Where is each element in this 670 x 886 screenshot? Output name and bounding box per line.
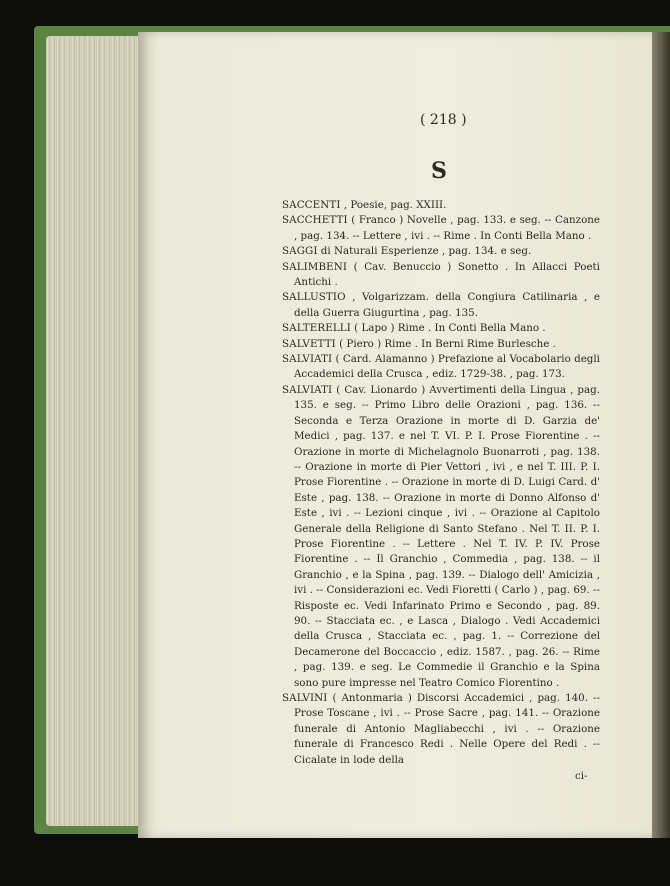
index-entry	[282, 691, 600, 768]
section-letter: S	[431, 158, 447, 184]
entry-text: ( Cav. Benuccio ) Sonetto . In Allacci Poeti Antichi .	[294, 260, 600, 289]
facing-page-edge	[652, 32, 670, 838]
entry-name: SALTERELLI	[282, 322, 351, 335]
entry-name: SALVETTI	[282, 337, 336, 350]
index-entry	[282, 260, 600, 291]
page-stack-edge	[46, 36, 142, 826]
index-entries	[282, 198, 600, 768]
index-entry	[282, 383, 600, 691]
entry-text: ( Franco ) Novelle , pag. 133. e seg. -- Canzone , pag. 134. -- Lettere , ivi . -- Rime . In Conti Bella Mano .	[294, 214, 600, 242]
index-entry	[282, 352, 600, 383]
catchword: ci-	[575, 770, 588, 782]
entry-name: SACCHETTI	[282, 214, 348, 227]
index-entry	[282, 337, 600, 352]
entry-name: SALVIATI	[282, 353, 333, 366]
entry-name: SALVINI	[282, 692, 328, 704]
entry-text: ( Lapo ) Rime . In Conti Bella Mano .	[354, 322, 546, 335]
index-entry	[282, 244, 600, 259]
entry-text: di Naturali Esperienze , pag. 134. e seg.	[320, 245, 532, 258]
entry-text: , Volgarizzam. della Congiura Catilinaria , e della Guerra Giugurtina , pag. 135.	[294, 291, 600, 319]
entry-name: SALVIATI	[282, 383, 333, 396]
entry-text: ( Piero ) Rime . In Berni Rime Burlesche .	[339, 337, 556, 350]
index-entry	[282, 198, 600, 213]
index-entry	[282, 213, 600, 244]
index-entry	[282, 321, 600, 336]
page-number: ( 218 )	[420, 112, 467, 128]
entry-text: , Poesie, pag. XXIII.	[343, 199, 447, 211]
entry-name: SACCENTI	[282, 199, 341, 211]
entry-name: SALLUSTIO	[282, 291, 346, 304]
entry-text: ( Cav. Lionardo ) Avvertimenti della Lingua , pag. 135. e seg. -- Primo Libro delle Orazioni , pag. 136. -- Seconda e Terza Orazione in morte di D. Garzia de' Medici , pag. 137. e nel T. VI. P. I. Prose Fiorentine . -- Orazione in morte di Michelagnolo Buonarroti , pag. 138. -- Orazione in morte di Pier Vettori , ivi , e nel T. III. P. I. Prose Fiorentine . -- Orazione in morte di D. Luigi Card. d' Este , pag. 138. -- Orazione in morte di Donno Alfonso d' Este , ivi . -- Lezioni cinque , ivi . -- Orazione al Capitolo Generale della Religione di Santo Stefano . Nel T. II. P. I. Prose Fiorentine . -- Lettere . Nel T. IV. P. IV. Prose Fiorentine . -- Il Granchio , Commedia , pag. 138. -- il Granchio , e la Spina , pag. 139. -- Dialogo dell' Amicizia , ivi . -- Considerazioni ec. Vedi Fioretti ( Carlo ) , pag. 69. -- Risposte ec. Vedi Infarinato Primo e Secondo , pag. 89. 90. -- Stacciata ec. , e Lasca , Dialogo . Vedi Accademici della Crusca , Stacciata ec. , pag. 1. -- Correzione del Decamerone del Boccaccio , ediz. 1587. , pag. 26. -- Rime , pag. 139. e seg. Le Commedie il Granchio e la Spina sono pure impresse nel Teatro Comico Fiorentino .	[294, 383, 600, 689]
entry-name: SALIMBENI	[282, 260, 347, 273]
entry-text: ( Antonmaria ) Discorsi Accademici , pag. 140. -- Prose Toscane , ivi . -- Prose Sacre , pag. 141. -- Orazione funerale di Antonio Magliabecchi , ivi . -- Orazione funerale di Francesco Redi . Nelle Opere del Redi . -- Cicalate in lode della	[294, 692, 600, 766]
index-entry	[282, 290, 600, 321]
entry-text: ( Card. Alamanno ) Prefazione al Vocabolario degli Accademici della Crusca , ediz. 1729-38. , pag. 173.	[294, 353, 600, 381]
entry-name: SAGGI	[282, 245, 318, 258]
